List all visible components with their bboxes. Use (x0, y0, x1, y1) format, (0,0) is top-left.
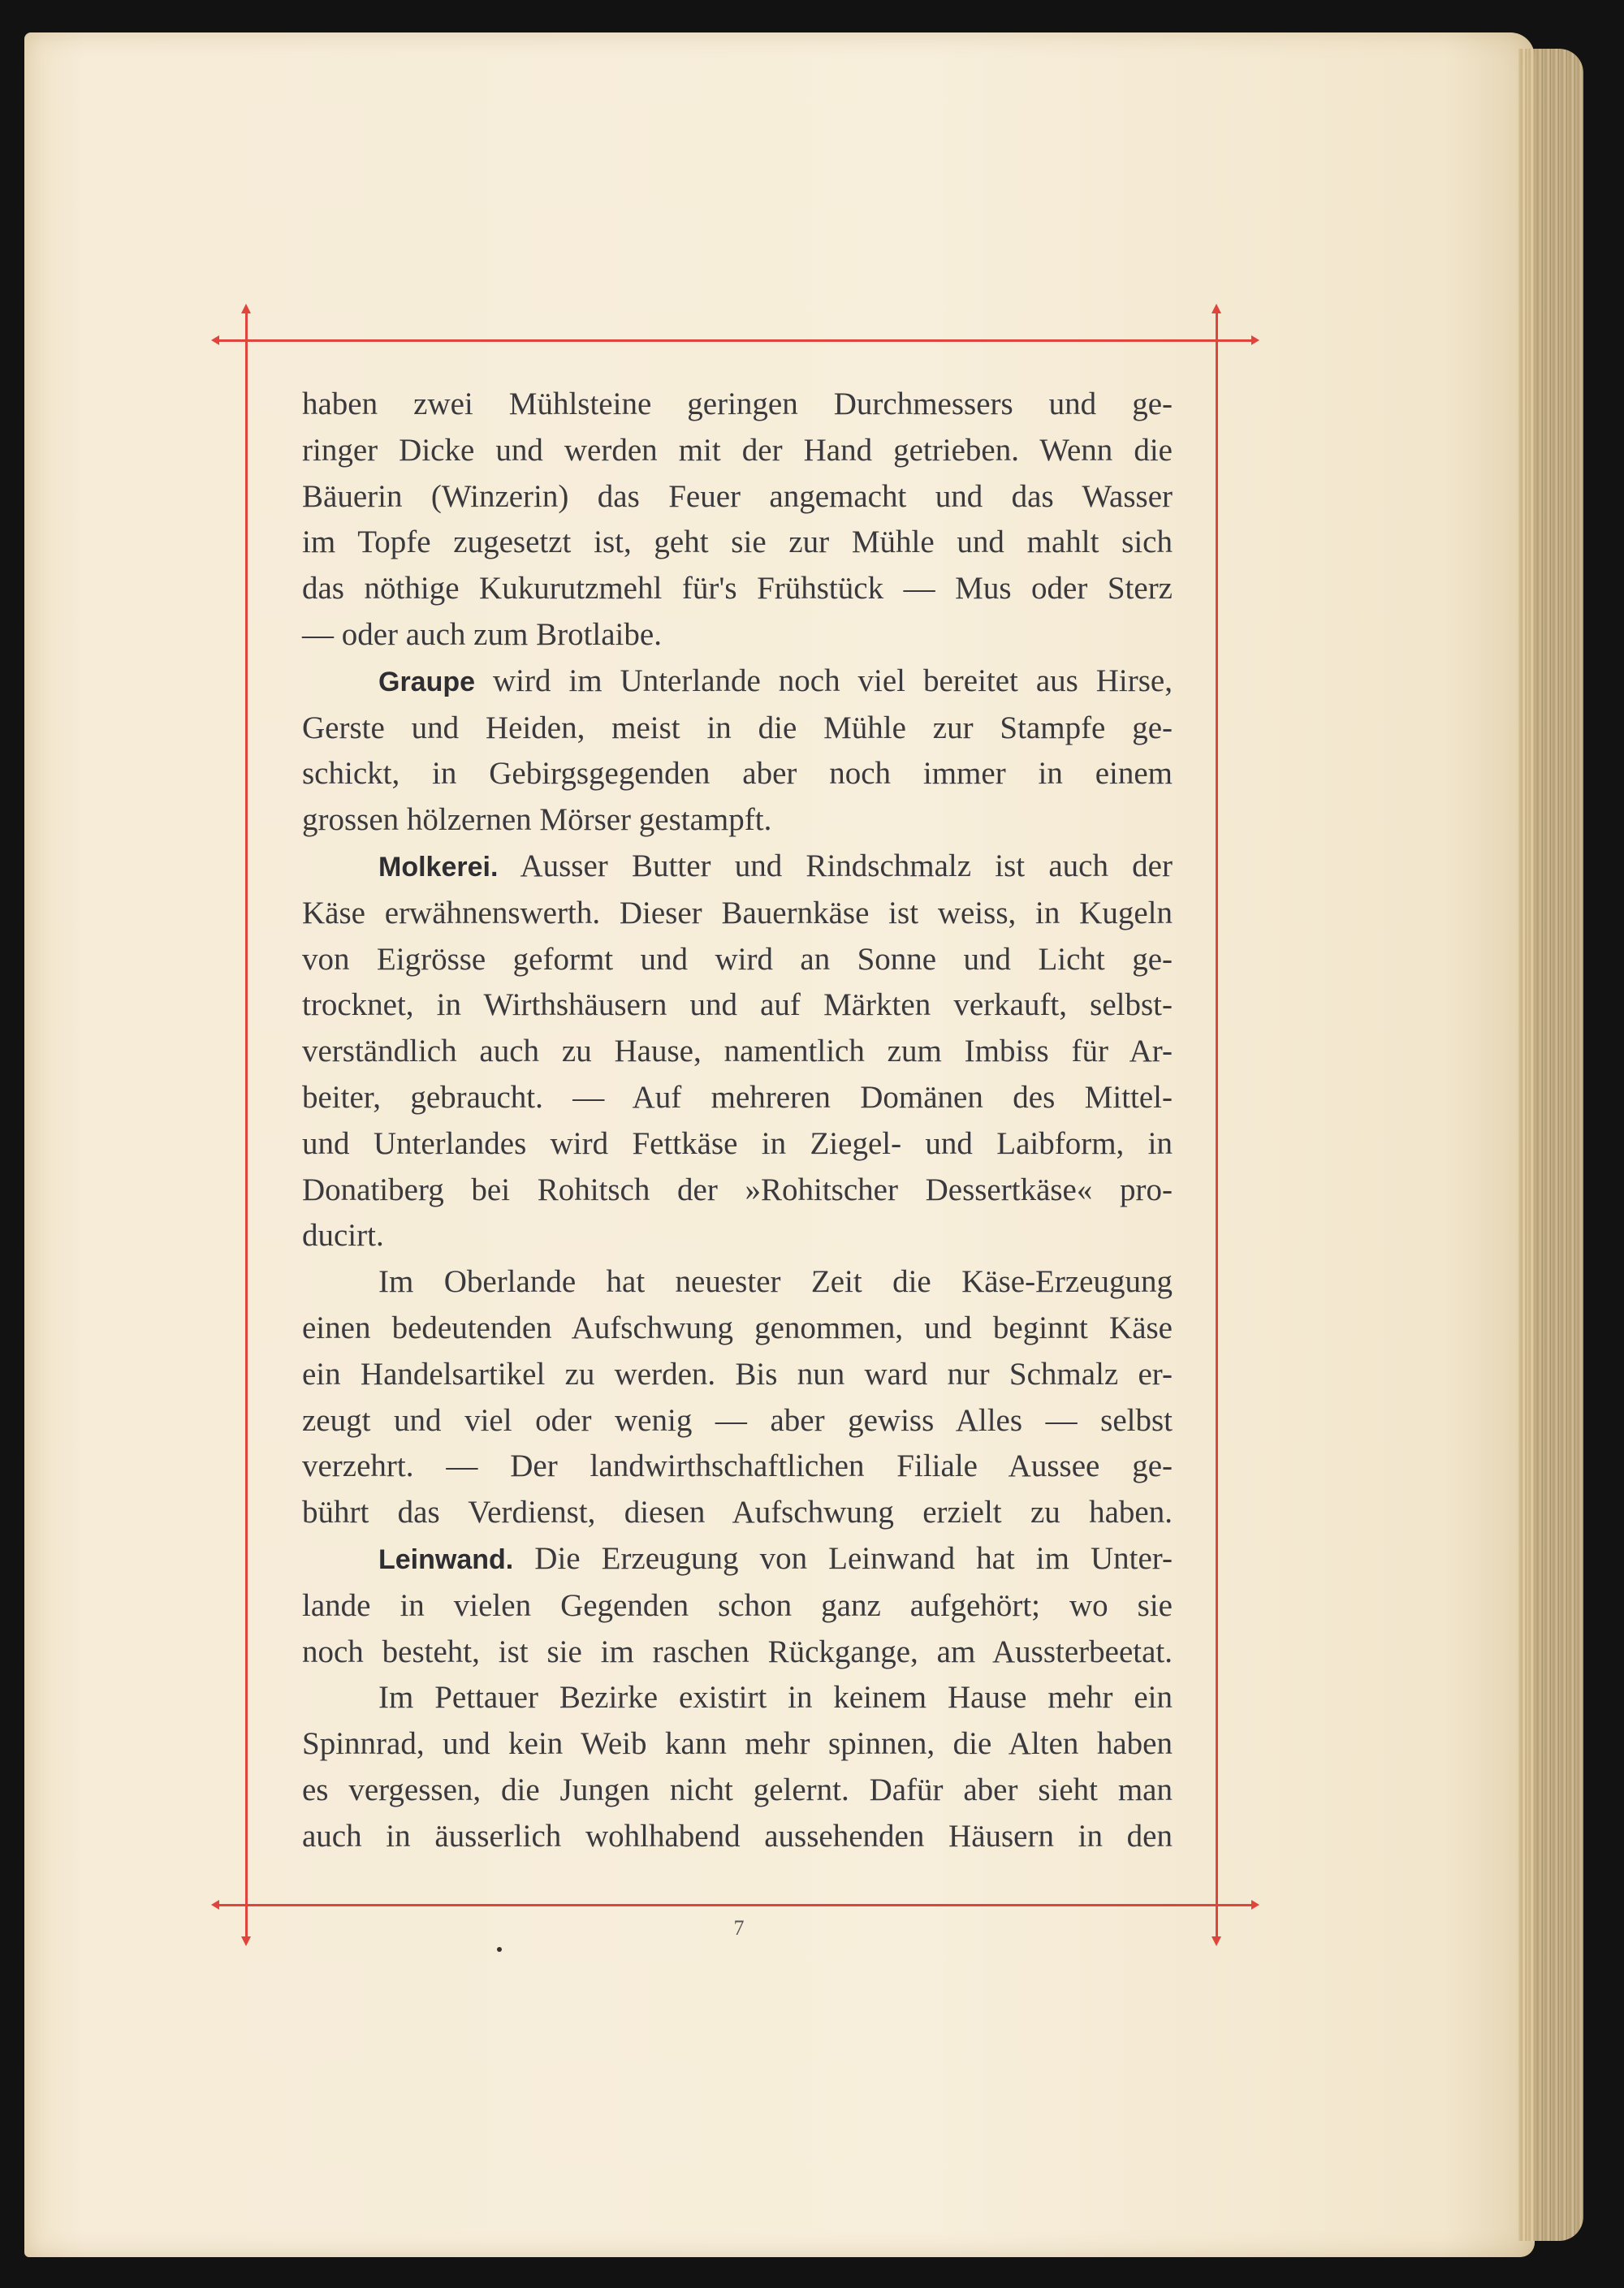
frame-ornament-tl-h-tip (211, 335, 219, 345)
text-line: zeugt und viel oder wenig — aber gewiss Alles — selbst (302, 1402, 1173, 1438)
paragraph-molkerei (302, 844, 1173, 1259)
paragraph-leinwand (302, 1536, 1173, 1675)
frame-ornament-bl-h (218, 1904, 253, 1906)
paragraph-continuation (302, 382, 1173, 658)
text-line: Donatiberg bei Rohitsch der »Rohitscher Dessertkäse« pro- (302, 1172, 1173, 1207)
frame-ornament-bl-v (245, 1904, 248, 1936)
text-line: beiter, gebraucht. — Auf mehreren Domänen des Mittel- (302, 1079, 1173, 1115)
text-line: von Eigrösse geformt und wird an Sonne und Licht ge- (302, 941, 1173, 977)
ink-speck (497, 1947, 502, 1952)
text-line: schickt, in Gebirgsgegenden aber noch immer in einem (302, 756, 1173, 792)
text-line: Käse erwähnenswerth. Dieser Bauernkäse ist weiss, in Kugeln (302, 895, 1173, 930)
frame-ornament-tl-v (245, 312, 248, 344)
frame-ornament-bl-h-tip (211, 1900, 219, 1910)
text-line: Bäuerin (Winzerin) das Feuer angemacht und das Wasser (302, 478, 1173, 514)
text-line: im Topfe zugesetzt ist, geht sie zur Mühle und mahlt sich (302, 525, 1173, 560)
text-line: Spinnrad, und kein Weib kann mehr spinnen, die Alten haben (302, 1726, 1173, 1762)
text-line: ducirt. (302, 1218, 384, 1254)
frame-ornament-bl-v-tip (241, 1936, 251, 1946)
text-line: Im Oberlande hat neuester Zeit die Käse-Erzeugung (378, 1264, 1173, 1300)
text-line: verständlich auch zu Hause, namentlich zum Imbiss für Ar- (302, 1034, 1173, 1069)
frame-ornament-br-h-tip (1251, 1900, 1259, 1910)
frame-ornament-br-v (1216, 1904, 1218, 1936)
frame-ornament-tr-v (1216, 312, 1218, 344)
text-line (302, 844, 1173, 891)
page-number: 7 (733, 1916, 745, 1940)
frame-ornament-br-v-tip (1212, 1936, 1221, 1946)
text-line-rest: Die Erzeugung von Leinwand hat im Unter- (534, 1540, 1173, 1576)
text-line: das nöthige Kukurutzmehl für's Frühstück — Mus oder Sterz (302, 571, 1173, 607)
text-line: ringer Dicke und werden mit der Hand getrieben. Wenn die (302, 432, 1173, 468)
paragraph-graupe (302, 658, 1173, 844)
paragraph-heading: Molkerei. (378, 851, 499, 883)
page-edges (1518, 49, 1583, 2241)
text-line: Gerste und Heiden, meist in die Mühle zur Stampfe ge- (302, 710, 1173, 745)
text-line: einen bedeutenden Aufschwung genommen, und beginnt Käse (302, 1310, 1173, 1345)
text-line: trocknet, in Wirthshäusern und auf Märkten verkauft, selbst- (302, 987, 1173, 1023)
text-line: bührt das Verdienst, diesen Aufschwung erzielt zu haben. (302, 1495, 1173, 1530)
text-line (302, 658, 1173, 706)
frame-ornament-tl-v-tip (241, 304, 251, 313)
text-line: — oder auch zum Brotlaibe. (302, 616, 662, 652)
frame-ornament-tr-h (1216, 339, 1251, 342)
text-line: auch in äusserlich wohlhabend aussehenden Häusern in den (302, 1818, 1173, 1854)
paragraph-heading: Graupe (378, 666, 476, 697)
text-line-rest: wird im Unterlande noch viel bereitet aus Hirse, (493, 663, 1173, 698)
text-line: es vergessen, die Jungen nicht gelernt. Dafür aber sieht man (302, 1772, 1173, 1807)
body-text (302, 382, 1173, 1860)
frame-ornament-tr-h-tip (1251, 335, 1259, 345)
frame-ornament-tl-h (218, 339, 253, 342)
frame-ornament-br-h (1216, 1904, 1251, 1906)
paragraph-pettau (302, 1675, 1173, 1859)
frame-ornament-tr-v-tip (1212, 304, 1221, 313)
text-line: und Unterlandes wird Fettkäse in Ziegel- und Laibform, in (302, 1125, 1173, 1161)
text-line: noch besteht, ist sie im raschen Rückgange, am Aussterbeetat. (302, 1634, 1173, 1669)
paragraph-oberlande (302, 1259, 1173, 1536)
text-line: lande in vielen Gegenden schon ganz aufgehört; wo sie (302, 1587, 1173, 1623)
text-line: haben zwei Mühlsteine geringen Durchmessers und ge- (302, 386, 1173, 421)
text-line-rest: Ausser Butter und Rindschmalz ist auch der (520, 848, 1173, 883)
text-line (302, 1536, 1173, 1583)
paragraph-heading: Leinwand. (378, 1543, 514, 1575)
text-line: verzehrt. — Der landwirthschaftlichen Filiale Aussee ge- (302, 1448, 1173, 1484)
text-line: Im Pettauer Bezirke existirt in keinem Hause mehr ein (378, 1680, 1173, 1716)
text-line: grossen hölzernen Mörser gestampft. (302, 802, 772, 838)
text-line: ein Handelsartikel zu werden. Bis nun ward nur Schmalz er- (302, 1356, 1173, 1392)
